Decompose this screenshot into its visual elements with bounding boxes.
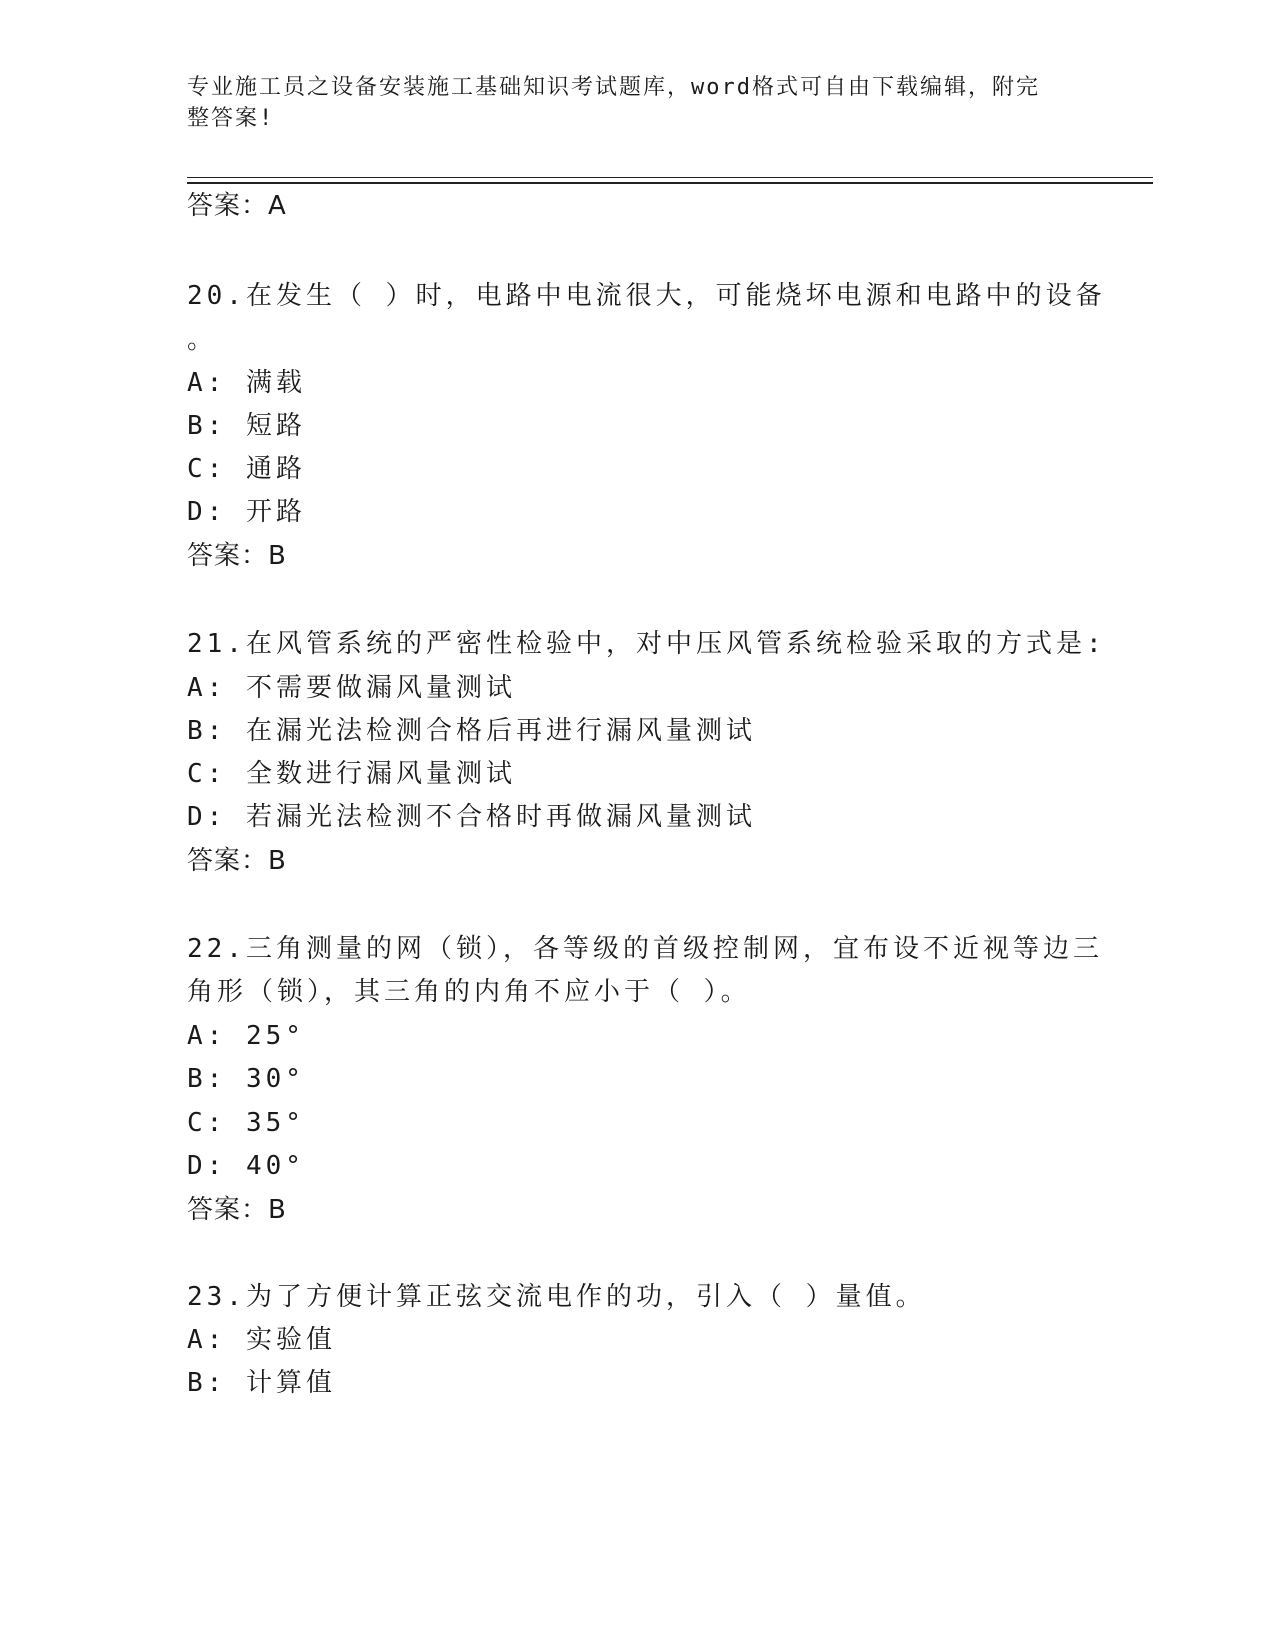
q20-option-c: C: 通路 <box>187 454 306 484</box>
q21-option-c: C: 全数进行漏风量测试 <box>187 759 516 789</box>
q20-option-a: A: 满载 <box>187 368 306 398</box>
q23-stem-line-1: 23.为了方便计算正弦交流电作的功，引入（ ）量值。 <box>187 1282 926 1312</box>
q22-option-a: A: 25° <box>187 1021 305 1051</box>
q21-answer: 答案：B <box>187 846 287 876</box>
q22-stem-line-2: 角形（锁），其三角的内角不应小于（ ）。 <box>187 977 751 1007</box>
q21-stem-line-1: 21.在风管系统的严密性检验中，对中压风管系统检验采取的方式是: <box>187 629 1106 659</box>
q22-option-b: B: 30° <box>187 1064 305 1094</box>
header-rule-thin <box>187 177 1153 178</box>
header-line-1: 专业施工员之设备安装施工基础知识考试题库，word格式可自由下载编辑，附完 <box>187 75 1040 100</box>
header-rule-thick <box>187 182 1153 184</box>
q23-option-a: A: 实验值 <box>187 1325 336 1355</box>
q20-option-b: B: 短路 <box>187 411 306 441</box>
q21-option-a: A: 不需要做漏风量测试 <box>187 673 516 703</box>
q23-option-b: B: 计算值 <box>187 1368 336 1398</box>
q22-option-c: C: 35° <box>187 1108 305 1138</box>
q21-option-b: B: 在漏光法检测合格后再进行漏风量测试 <box>187 716 756 746</box>
document-header <box>187 72 1067 134</box>
q22-option-d: D: 40° <box>187 1151 305 1181</box>
q20-option-d: D: 开路 <box>187 497 306 527</box>
q20-stem-line-2: 。 <box>187 325 218 355</box>
q21-option-d: D: 若漏光法检测不合格时再做漏风量测试 <box>187 802 756 832</box>
q22-stem-line-1: 22.三角测量的网（锁），各等级的首级控制网，宜布设不近视等边三 <box>187 934 1103 964</box>
q20-answer: 答案：B <box>187 541 287 571</box>
q22-answer: 答案：B <box>187 1195 287 1225</box>
header-line-2: 整答案! <box>187 106 275 131</box>
answer-prev: 答案：A <box>187 191 287 221</box>
q20-stem-line-1: 20.在发生（ ）时，电路中电流很大，可能烧坏电源和电路中的设备 <box>187 281 1106 311</box>
